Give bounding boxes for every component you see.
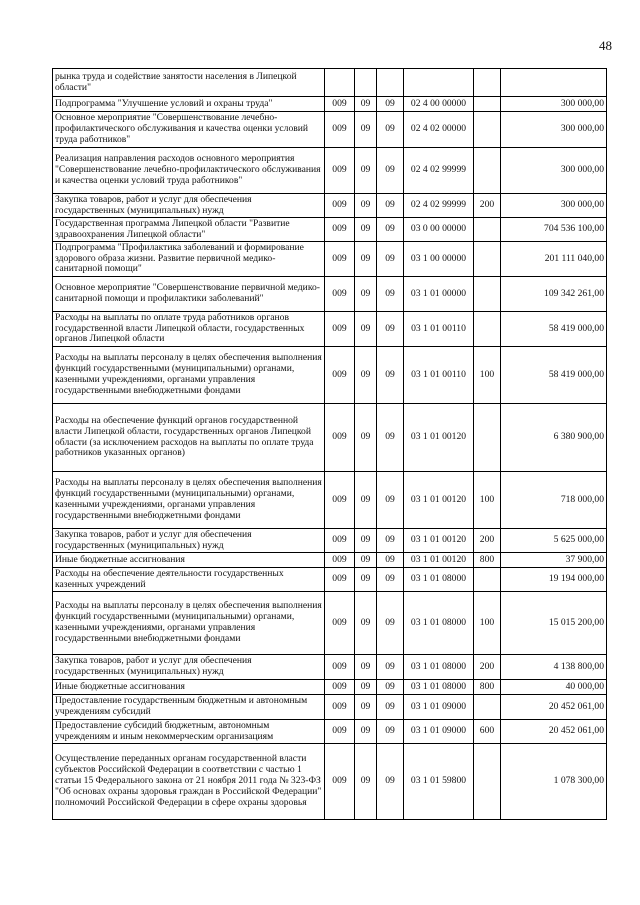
- row-amount-cell: 58 419 000,00: [501, 312, 607, 347]
- row-name-cell: Иные бюджетные ассигнования: [53, 680, 325, 695]
- row-ministry-code-cell: [325, 69, 355, 97]
- row-amount-cell: 300 000,00: [501, 194, 607, 218]
- row-target-article-cell: 03 1 00 00000: [404, 242, 474, 277]
- row-amount-cell: 20 452 061,00: [501, 720, 607, 744]
- table-row: [53, 472, 607, 529]
- row-subsection-code-cell: 09: [377, 112, 404, 148]
- row-subsection-code-cell: 09: [377, 242, 404, 277]
- row-subsection-code-cell: 09: [377, 404, 404, 472]
- row-ministry-code-cell: 009: [325, 218, 355, 242]
- row-subsection-code-cell: 09: [377, 472, 404, 529]
- row-ministry-code-cell: 009: [325, 529, 355, 553]
- table-row: [53, 112, 607, 148]
- row-target-article-cell: 03 1 01 00120: [404, 553, 474, 568]
- row-target-article-cell: [404, 69, 474, 97]
- row-target-article-cell: 03 1 01 08000: [404, 655, 474, 680]
- row-expense-type-cell: 100: [474, 347, 501, 404]
- row-name-cell: Закупка товаров, работ и услуг для обеспечения государственных (муниципальных) нужд: [53, 194, 325, 218]
- row-expense-type-cell: [474, 744, 501, 820]
- row-name-cell: Предоставление субсидий бюджетным, автономным учреждениям и иным некоммерческим организациям: [53, 720, 325, 744]
- row-name-cell: Расходы на обеспечение функций органов государственной власти Липецкой области, государственных органов Липецкой области (за исключением расходов на выплаты по оплате труда работников указанных органов): [53, 404, 325, 472]
- row-name-cell: Осуществление переданных органам государственной власти субъектов Российской Федерации в соответствии с частью 1 статьи 15 Федерального закона от 21 ноября 2011 года № 323-ФЗ "Об основах охраны здоровья граждан в Российской Федерации" полномочий Российской Федерации в сфере охраны здоровья: [53, 744, 325, 820]
- row-subsection-code-cell: 09: [377, 720, 404, 744]
- row-name-cell: Основное мероприятие "Совершенствование первичной медико-санитарной помощи и профилактики заболеваний": [53, 277, 325, 312]
- row-amount-cell: 58 419 000,00: [501, 347, 607, 404]
- row-subsection-code-cell: 09: [377, 148, 404, 194]
- row-target-article-cell: 03 1 01 08000: [404, 680, 474, 695]
- row-expense-type-cell: [474, 112, 501, 148]
- row-target-article-cell: 03 1 01 00120: [404, 472, 474, 529]
- row-target-article-cell: 03 1 01 00120: [404, 404, 474, 472]
- row-section-code-cell: 09: [355, 112, 377, 148]
- row-ministry-code-cell: 009: [325, 277, 355, 312]
- row-expense-type-cell: [474, 97, 501, 112]
- row-section-code-cell: 09: [355, 592, 377, 655]
- row-amount-cell: 300 000,00: [501, 148, 607, 194]
- row-amount-cell: 1 078 300,00: [501, 744, 607, 820]
- table-row: [53, 277, 607, 312]
- row-amount-cell: 109 342 261,00: [501, 277, 607, 312]
- row-section-code-cell: 09: [355, 194, 377, 218]
- row-expense-type-cell: [474, 695, 501, 720]
- row-ministry-code-cell: 009: [325, 312, 355, 347]
- row-expense-type-cell: 200: [474, 194, 501, 218]
- table-row: [53, 695, 607, 720]
- row-ministry-code-cell: 009: [325, 194, 355, 218]
- row-name-cell: Предоставление государственным бюджетным и автономным учреждениям субсидий: [53, 695, 325, 720]
- row-section-code-cell: 09: [355, 720, 377, 744]
- row-amount-cell: 6 380 900,00: [501, 404, 607, 472]
- row-name-cell: Закупка товаров, работ и услуг для обеспечения государственных (муниципальных) нужд: [53, 655, 325, 680]
- row-ministry-code-cell: 009: [325, 680, 355, 695]
- row-ministry-code-cell: 009: [325, 404, 355, 472]
- row-expense-type-cell: [474, 568, 501, 592]
- row-amount-cell: 37 900,00: [501, 553, 607, 568]
- table-row: [53, 97, 607, 112]
- row-name-cell: Расходы на выплаты персоналу в целях обеспечения выполнения функций государственными (муниципальными) органами, казенными учреждениями, органами управления государственными внебюджетными фондами: [53, 592, 325, 655]
- row-subsection-code-cell: 09: [377, 218, 404, 242]
- row-target-article-cell: 03 1 01 08000: [404, 592, 474, 655]
- row-ministry-code-cell: 009: [325, 148, 355, 194]
- row-amount-cell: 704 536 100,00: [501, 218, 607, 242]
- row-amount-cell: 19 194 000,00: [501, 568, 607, 592]
- row-subsection-code-cell: 09: [377, 680, 404, 695]
- table-row: [53, 404, 607, 472]
- row-section-code-cell: 09: [355, 347, 377, 404]
- row-ministry-code-cell: 009: [325, 112, 355, 148]
- row-amount-cell: [501, 69, 607, 97]
- row-section-code-cell: 09: [355, 218, 377, 242]
- row-ministry-code-cell: 009: [325, 347, 355, 404]
- row-subsection-code-cell: 09: [377, 592, 404, 655]
- table-row: [53, 218, 607, 242]
- row-expense-type-cell: 100: [474, 592, 501, 655]
- row-expense-type-cell: 800: [474, 680, 501, 695]
- row-amount-cell: 40 000,00: [501, 680, 607, 695]
- table-row: [53, 242, 607, 277]
- row-section-code-cell: 09: [355, 472, 377, 529]
- table-row: [53, 680, 607, 695]
- row-section-code-cell: 09: [355, 148, 377, 194]
- page-number: 48: [599, 38, 612, 53]
- row-amount-cell: 20 452 061,00: [501, 695, 607, 720]
- row-expense-type-cell: [474, 277, 501, 312]
- row-ministry-code-cell: 009: [325, 97, 355, 112]
- row-section-code-cell: 09: [355, 553, 377, 568]
- table-row: [53, 148, 607, 194]
- row-section-code-cell: 09: [355, 568, 377, 592]
- row-expense-type-cell: [474, 312, 501, 347]
- row-amount-cell: 201 111 040,00: [501, 242, 607, 277]
- row-amount-cell: 300 000,00: [501, 112, 607, 148]
- row-name-cell: Государственная программа Липецкой области "Развитие здравоохранения Липецкой области": [53, 218, 325, 242]
- budget-table-body: [53, 69, 607, 820]
- row-target-article-cell: 03 1 01 00110: [404, 312, 474, 347]
- row-target-article-cell: 03 1 01 00000: [404, 277, 474, 312]
- table-row: [53, 568, 607, 592]
- row-section-code-cell: 09: [355, 404, 377, 472]
- row-subsection-code-cell: 09: [377, 553, 404, 568]
- row-expense-type-cell: 100: [474, 472, 501, 529]
- row-section-code-cell: 09: [355, 744, 377, 820]
- row-amount-cell: 5 625 000,00: [501, 529, 607, 553]
- row-target-article-cell: 03 1 01 00120: [404, 529, 474, 553]
- row-subsection-code-cell: 09: [377, 347, 404, 404]
- row-target-article-cell: 03 1 01 09000: [404, 695, 474, 720]
- row-name-cell: Подпрограмма "Улучшение условий и охраны труда": [53, 97, 325, 112]
- table-row: [53, 592, 607, 655]
- row-expense-type-cell: [474, 148, 501, 194]
- row-target-article-cell: 03 0 00 00000: [404, 218, 474, 242]
- table-row: [53, 194, 607, 218]
- row-amount-cell: 15 015 200,00: [501, 592, 607, 655]
- row-name-cell: Иные бюджетные ассигнования: [53, 553, 325, 568]
- row-expense-type-cell: 200: [474, 529, 501, 553]
- row-target-article-cell: 02 4 02 00000: [404, 112, 474, 148]
- row-section-code-cell: [355, 69, 377, 97]
- row-subsection-code-cell: [377, 69, 404, 97]
- table-row: [53, 529, 607, 553]
- row-ministry-code-cell: 009: [325, 568, 355, 592]
- table-row: [53, 655, 607, 680]
- row-ministry-code-cell: 009: [325, 472, 355, 529]
- table-row: [53, 744, 607, 820]
- row-name-cell: Расходы на выплаты по оплате труда работников органов государственной власти Липецкой области, государственных органов Липецкой области: [53, 312, 325, 347]
- row-name-cell: Подпрограмма "Профилактика заболеваний и формирование здорового образа жизни. Развитие первичной медико-санитарной помощи": [53, 242, 325, 277]
- budget-table: [52, 68, 607, 820]
- table-row: [53, 553, 607, 568]
- row-section-code-cell: 09: [355, 655, 377, 680]
- table-row: [53, 312, 607, 347]
- row-expense-type-cell: [474, 242, 501, 277]
- row-target-article-cell: 02 4 00 00000: [404, 97, 474, 112]
- row-section-code-cell: 09: [355, 97, 377, 112]
- row-expense-type-cell: [474, 218, 501, 242]
- row-expense-type-cell: [474, 69, 501, 97]
- row-section-code-cell: 09: [355, 312, 377, 347]
- row-target-article-cell: 03 1 01 09000: [404, 720, 474, 744]
- row-target-article-cell: 02 4 02 99999: [404, 148, 474, 194]
- row-ministry-code-cell: 009: [325, 695, 355, 720]
- row-amount-cell: 300 000,00: [501, 97, 607, 112]
- row-ministry-code-cell: 009: [325, 553, 355, 568]
- row-subsection-code-cell: 09: [377, 655, 404, 680]
- row-section-code-cell: 09: [355, 242, 377, 277]
- row-target-article-cell: 03 1 01 08000: [404, 568, 474, 592]
- row-name-cell: рынка труда и содействие занятости населения в Липецкой области": [53, 69, 325, 97]
- row-expense-type-cell: 800: [474, 553, 501, 568]
- row-expense-type-cell: 600: [474, 720, 501, 744]
- row-target-article-cell: 02 4 02 99999: [404, 194, 474, 218]
- row-section-code-cell: 09: [355, 695, 377, 720]
- row-ministry-code-cell: 009: [325, 744, 355, 820]
- row-subsection-code-cell: 09: [377, 97, 404, 112]
- row-name-cell: Расходы на выплаты персоналу в целях обеспечения выполнения функций государственными (муниципальными) органами, казенными учреждениями, органами управления государственными внебюджетными фондами: [53, 347, 325, 404]
- row-section-code-cell: 09: [355, 277, 377, 312]
- row-section-code-cell: 09: [355, 680, 377, 695]
- row-subsection-code-cell: 09: [377, 744, 404, 820]
- row-subsection-code-cell: 09: [377, 277, 404, 312]
- row-subsection-code-cell: 09: [377, 568, 404, 592]
- row-subsection-code-cell: 09: [377, 695, 404, 720]
- row-ministry-code-cell: 009: [325, 592, 355, 655]
- row-subsection-code-cell: 09: [377, 194, 404, 218]
- row-name-cell: Закупка товаров, работ и услуг для обеспечения государственных (муниципальных) нужд: [53, 529, 325, 553]
- row-ministry-code-cell: 009: [325, 720, 355, 744]
- row-amount-cell: 718 000,00: [501, 472, 607, 529]
- row-target-article-cell: 03 1 01 59800: [404, 744, 474, 820]
- row-subsection-code-cell: 09: [377, 312, 404, 347]
- row-name-cell: Основное мероприятие "Совершенствование лечебно-профилактического обслуживания и качества оценки условий труда работников": [53, 112, 325, 148]
- row-name-cell: Реализация направления расходов основного мероприятия "Совершенствование лечебно-профилактического обслуживания и качества оценки условий труда работников": [53, 148, 325, 194]
- row-expense-type-cell: 200: [474, 655, 501, 680]
- row-amount-cell: 4 138 800,00: [501, 655, 607, 680]
- table-row: [53, 347, 607, 404]
- row-target-article-cell: 03 1 01 00110: [404, 347, 474, 404]
- row-ministry-code-cell: 009: [325, 242, 355, 277]
- row-ministry-code-cell: 009: [325, 655, 355, 680]
- row-name-cell: Расходы на выплаты персоналу в целях обеспечения выполнения функций государственными (муниципальными) органами, казенными учреждениями, органами управления государственными внебюджетными фондами: [53, 472, 325, 529]
- row-expense-type-cell: [474, 404, 501, 472]
- table-row: [53, 720, 607, 744]
- row-section-code-cell: 09: [355, 529, 377, 553]
- row-subsection-code-cell: 09: [377, 529, 404, 553]
- table-row: [53, 69, 607, 97]
- row-name-cell: Расходы на обеспечение деятельности государственных казенных учреждений: [53, 568, 325, 592]
